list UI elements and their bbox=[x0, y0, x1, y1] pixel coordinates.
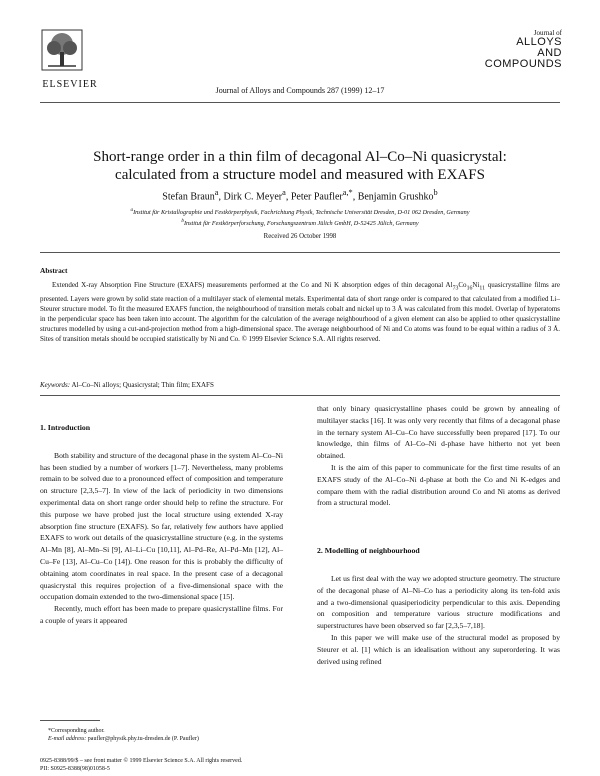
paragraph: Both stability and structure of the decagonal phase in the system Al–Co–Ni has been studied by a number of workers [1–7]. Nevertheless, many problems remain to be solved due to a pronounced effect of composition and temperature on structure [2,3,5–7]. In view of the lack of periodicity in two dimensions experimental data on short range order should help to refine the structure. For this purpose we have probed just the local structure using extended X-ray absorption fine structure (EXAFS). So far, relatively few authors have applied EXAFS to work out details of the quasicrystalline structure (e.g. in the systems Al–Mn [8], Al–Mn–Si [9], Al–Li–Cu [10,11], Al–Pd–Re, Al–Pd–Mn [12], Al–Cu–Fe [13], Al–Cu–Co [14]). One reason for this is probably the difficulty of obtaining atom coordinates in real space. In the present case of a decagonal quasicrystal this requires projection of a five-dimensional space with the occupation domain extended to the two-dimensional space [15]. bbox=[40, 450, 283, 602]
author-affil-mark: a bbox=[214, 188, 219, 197]
article-title bbox=[40, 148, 560, 184]
publisher-name: ELSEVIER bbox=[42, 79, 98, 90]
author-affil-mark: a bbox=[282, 188, 286, 197]
abstract-heading: Abstract bbox=[40, 266, 68, 275]
author-name: Dirk C. Meyer bbox=[223, 191, 283, 203]
author-affil-mark: a,* bbox=[342, 188, 353, 197]
copyright-line: 0925-8388/99/$ – see front matter © 1999 Elsevier Science S.A. All rights reserved. bbox=[40, 758, 243, 764]
footnote bbox=[40, 727, 283, 743]
pii-line: PII: S0925-8388(98)01058-5 bbox=[40, 766, 110, 772]
section-heading-modelling: 2. Modelling of neighbourhood bbox=[317, 546, 420, 556]
affiliation: $^b$Institut für Festkörperforschung, Forschungszentrum Jülich GmbH, D-52425 Jülich, Germany bbox=[181, 218, 419, 228]
right-column bbox=[317, 403, 560, 667]
title-line-2: calculated from a structure model and measured with EXAFS bbox=[115, 167, 485, 183]
elsevier-logo bbox=[40, 28, 100, 90]
author-list: Stefan Braun$^a$, Dirk C. Meyer$^a$, Peter Paufler$^{a,*}$, Benjamin Grushko$^b$ bbox=[162, 188, 438, 203]
title-line-1: Short-range order in a thin film of decagonal Al–Co–Ni quasicrystal: bbox=[93, 149, 507, 165]
paragraph: It is the aim of this paper to communicate for the first time results of an EXAFS study of the Al–Co–Ni d-phase at both the Co and Ni K-edges and compare them with the radial distribution around Co and Ni atoms as derived from a structural model. bbox=[317, 462, 560, 508]
header-rule bbox=[40, 102, 560, 103]
elsevier-tree-icon bbox=[40, 28, 84, 72]
journal-logo-line1: Journal of bbox=[533, 29, 562, 37]
keywords bbox=[40, 381, 560, 389]
abstract-text: Extended X-ray Absorption Fine Structure (EXAFS) measurements performed at the Co and Ni K absorption edges of thin decagonal $Al_{73}Co_{16}Ni_{11}$ quasicrystalline films are presented. Layers were grown by solid state reaction of a multilayer stack of elemental metals. Experimental data of short range order is compared to that calculated from a modified Li–Steurer structure model. To fit the measured EXAFS function, the neighbourhood of transition metals cobalt and nickel up to 3 Å was calculated from this model. Overlap of hyperatoms in the perpendicular space has been taken into account. The algorithm for the calculation of the average neighbourhood of a given element can also be applied to other quasicrystalline structures modelled by using a cut-and-projection method from a high-dimensional space. The average neighbourhood of Ni and Co atoms was found to be equal within a radius of 3 Å. Sites of transition metals should be occupied statistically by Ni and Co. © 1999 Elsevier Science S.A. All rights reserved. bbox=[40, 281, 560, 344]
keywords-label: Keywords: bbox=[40, 381, 71, 389]
author-affil-mark: b bbox=[433, 188, 438, 197]
journal-logo-line3: AND COMPOUNDS bbox=[484, 47, 562, 70]
section-heading-introduction: 1. Introduction bbox=[40, 423, 91, 432]
corresponding-author-note: *Corresponding author. bbox=[48, 728, 105, 734]
keywords-list: Al–Co–Ni alloys; Quasicrystal; Thin film; EXAFS bbox=[70, 381, 214, 389]
affiliations bbox=[40, 206, 560, 228]
copyright-block bbox=[40, 757, 560, 773]
email-note: E-mail address: paufler@physik.phy.tu-dresden.de (P. Paufler) bbox=[48, 736, 199, 742]
journal-logo bbox=[472, 30, 562, 70]
paragraph: Recently, much effort has been made to prepare quasicrystalline films. For a couple of years it appeared bbox=[40, 604, 283, 625]
paragraph: that only binary quasicrystalline phases could be grown by annealing of multilayer stacks [16]. It was only very recently that films of a decagonal phase in the ternary system Al–Cu–Co have successfully been prepared [17]. To our knowledge, thin films of Al–Co–Ni d-phase have hitherto not yet been obtained. bbox=[317, 404, 560, 461]
author-name: Stefan Braun bbox=[162, 191, 215, 203]
author-name: Peter Paufler bbox=[290, 191, 343, 203]
journal-citation: Journal of Alloys and Compounds 287 (1999) 12–17 bbox=[215, 86, 385, 95]
author-name: Benjamin Grushko bbox=[357, 191, 434, 203]
section-spacer bbox=[317, 509, 560, 545]
journal-logo-line2: ALLOYS bbox=[516, 36, 562, 48]
corresponding-star: * bbox=[348, 188, 353, 197]
received-date: Received 26 October 1998 bbox=[263, 233, 337, 240]
paragraph: Let us first deal with the way we adopted structure geometry. The structure of the decagonal phase of Al–Ni–Co has a periodicity along its ten-fold axis and a two-dimensional quasiperiodicity perpendicular to this axis. Depending on composition and temperature various structure modifications and superstructures have been observed so far [2,3,5–7,18]. bbox=[317, 573, 560, 631]
footnote-rule bbox=[40, 720, 100, 721]
abstract-bottom-rule bbox=[40, 395, 560, 396]
left-column bbox=[40, 422, 283, 627]
affiliation: $^a$Institut für Kristallographie und Festkörperphysik, Fachrichtung Physik, Technische Universität Dresden, D-01 062 Dresden, Germany bbox=[130, 207, 470, 217]
paragraph: In this paper we will make use of the structural model as proposed by Steurer et al. [1] which is an idealisation without any superordering. It was derived using refined bbox=[317, 632, 560, 666]
abstract-top-rule bbox=[40, 252, 560, 253]
